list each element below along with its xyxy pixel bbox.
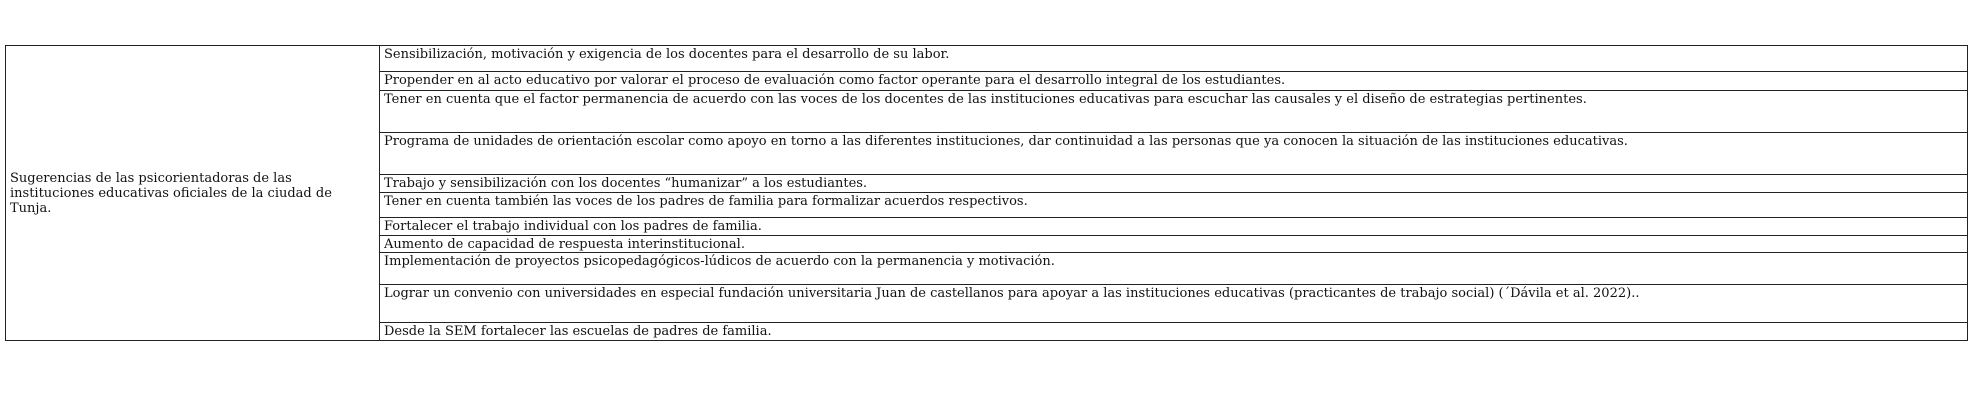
suggestion-cell: Programa de unidades de orientación escolar como apoyo en torno a las diferentes instituciones, dar continuidad a las personas que ya conocen la situación de las instituciones educativas. [380, 133, 1968, 175]
suggestion-cell: Tener en cuenta que el factor permanencia de acuerdo con las voces de los docentes de las instituciones educativas para escuchar las causales y el diseño de estrategias pertinentes. [380, 91, 1968, 133]
suggestions-table [5, 45, 1968, 341]
category-label-cell: Sugerencias de las psicorientadoras de las instituciones educativas oficiales de la ciudad de Tunja. [6, 46, 380, 341]
suggestion-cell: Trabajo y sensibilización con los docentes “humanizar” a los estudiantes. [380, 175, 1968, 193]
suggestion-cell: Desde la SEM fortalecer las escuelas de padres de familia. [380, 323, 1968, 341]
suggestion-cell: Sensibilización, motivación y exigencia de los docentes para el desarrollo de su labor. [380, 46, 1968, 72]
table-row [6, 46, 1968, 72]
suggestion-cell: Implementación de proyectos psicopedagógicos-lúdicos de acuerdo con la permanencia y motivación. [380, 253, 1968, 285]
suggestion-cell: Propender en al acto educativo por valorar el proceso de evaluación como factor operante para el desarrollo integral de los estudiantes. [380, 72, 1968, 91]
suggestion-cell: Fortalecer el trabajo individual con los padres de familia. [380, 218, 1968, 236]
suggestion-cell: Tener en cuenta también las voces de los padres de familia para formalizar acuerdos respectivos. [380, 193, 1968, 218]
suggestion-cell: Lograr un convenio con universidades en especial fundación universitaria Juan de castellanos para apoyar a las instituciones educativas (practicantes de trabajo social) (´Dávila et al. 2022).. [380, 285, 1968, 323]
suggestion-cell: Aumento de capacidad de respuesta interinstitucional. [380, 236, 1968, 253]
